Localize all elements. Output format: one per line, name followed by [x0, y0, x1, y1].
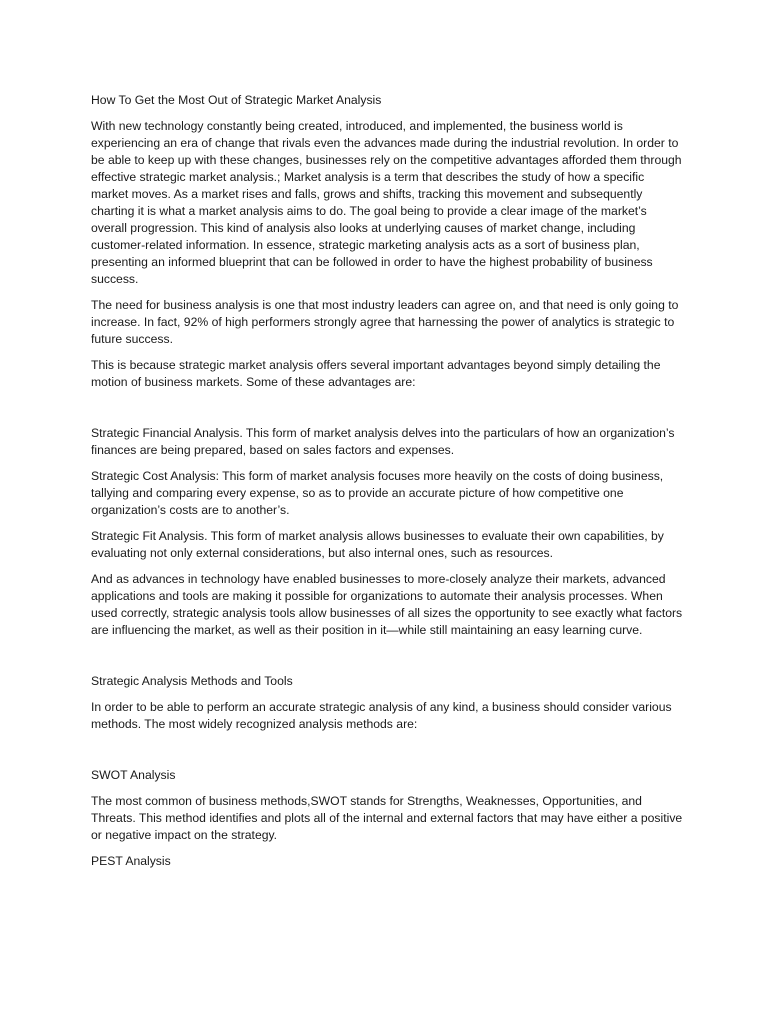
paragraph-swot: The most common of business methods,SWOT stands for Strengths, Weaknesses, Opportunities, and Threats. This method identifies and plots all of the internal and external factors that may have either a positive or negative impact on the strategy.	[91, 794, 683, 842]
paragraph-fit-analysis: Strategic Fit Analysis. This form of market analysis allows businesses to evaluate their own capabilities, by evaluating not only external considerations, but also internal ones, such as resources.	[91, 529, 664, 560]
document-title: How To Get the Most Out of Strategic Market Analysis	[91, 93, 382, 107]
paragraph-cost-analysis: Strategic Cost Analysis: This form of market analysis focuses more heavily on the costs of doing business, tallying and comparing every expense, so as to provide an accurate picture of how competitive one organization’s costs are to another’s.	[91, 469, 664, 517]
paragraph-intro: With new technology constantly being created, introduced, and implemented, the business world is experiencing an era of change that rivals even the advances made during the industrial revolution. In order to be able to keep up with these changes, businesses rely on the competitive advantages afforded them through effective strategic market analysis.; Market analysis is a term that describes the study of how a specific market moves. As a market rises and falls, grows and shifts, tracking this movement and subsequently charting it is what a market analysis aims to do. The goal being to provide a clear image of the market’s overall progression. This kind of analysis also looks at underlying causes of market change, including customer-related information. In essence, strategic marketing analysis acts as a sort of business plan, presenting an informed blueprint that can be followed in order to have the highest probability of business success.	[91, 119, 682, 286]
document-page	[91, 92, 683, 879]
section-heading-swot: SWOT Analysis	[91, 768, 176, 782]
paragraph-advantages-intro: This is because strategic market analysis offers several important advantages beyond simply detailing the motion of business markets. Some of these advantages are:	[91, 358, 661, 389]
paragraph-technology-advances: And as advances in technology have enabled businesses to more-closely analyze their markets, advanced applications and tools are making it possible for organizations to automate their analysis processes. When used correctly, strategic analysis tools allow businesses of all sizes the opportunity to see exactly what factors are influencing the market, as well as their position in it—while still maintaining an easy learning curve.	[91, 572, 683, 637]
section-heading-pest: PEST Analysis	[91, 854, 171, 868]
paragraph-business-analysis-need: The need for business analysis is one that most industry leaders can agree on, and that need is only going to increase. In fact, 92% of high performers strongly agree that harnessing the power of analytics is strategic to future success.	[91, 298, 679, 346]
section-heading-methods: Strategic Analysis Methods and Tools	[91, 674, 293, 688]
paragraph-financial-analysis: Strategic Financial Analysis. This form of market analysis delves into the particulars of how an organization’s finances are being prepared, based on sales factors and expenses.	[91, 426, 675, 457]
paragraph-methods-intro: In order to be able to perform an accurate strategic analysis of any kind, a business should consider various methods. The most widely recognized analysis methods are:	[91, 700, 672, 731]
